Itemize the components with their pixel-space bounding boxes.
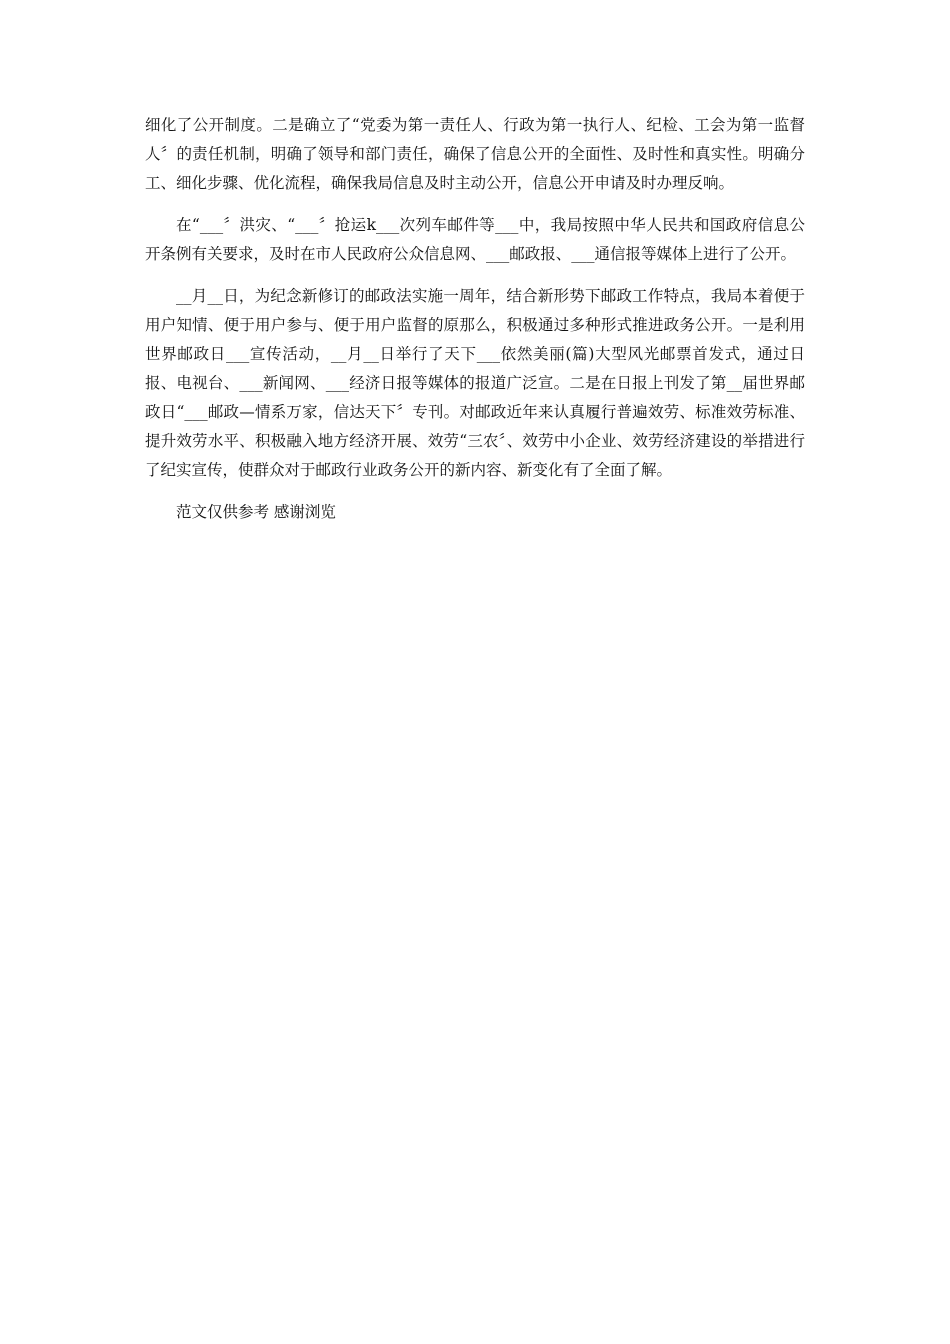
paragraph-3: __月__日，为纪念新修订的邮政法实施一周年，结合新形势下邮政工作特点，我局本着便于用户知情、便于用户参与、便于用户监督的原那么，积极通过多种形式推进政务公开。一是利用世界邮政日___宣传活动，__月__日举行了天下___依然美丽(篇)大型风光邮票首发式，通过日报、电视台、___新闻网、___经济日报等媒体的报道广泛宣。二是在日报上刊发了第__届世界邮政日“___邮政—情系万家，信达天下〞专刊。对邮政近年来认真履行普遍效劳、标准效劳标准、提升效劳水平、积极融入地方经济开展、效劳“三农〞、效劳中小企业、效劳经济建设的举措进行了纪实宣传，使群众对于邮政行业政务公开的新内容、新变化有了全面了解。 xyxy=(145,287,805,479)
closing-note: 范文仅供参考 感谢浏览 xyxy=(176,503,336,521)
paragraph-1: 细化了公开制度。二是确立了“党委为第一责任人、行政为第一执行人、纪检、工会为第一监督人〞的责任机制，明确了领导和部门责任，确保了信息公开的全面性、及时性和真实性。明确分工、细化步骤、优化流程，确保我局信息及时主动公开，信息公开申请及时办理反响。 xyxy=(145,116,805,192)
document-body xyxy=(145,111,805,527)
paragraph-2: 在“___〞洪灾、“___〞抢运k___次列车邮件等___中，我局按照中华人民共和国政府信息公开条例有关要求，及时在市人民政府公众信息网、___邮政报、___通信报等媒体上进行了公开。 xyxy=(145,216,805,263)
